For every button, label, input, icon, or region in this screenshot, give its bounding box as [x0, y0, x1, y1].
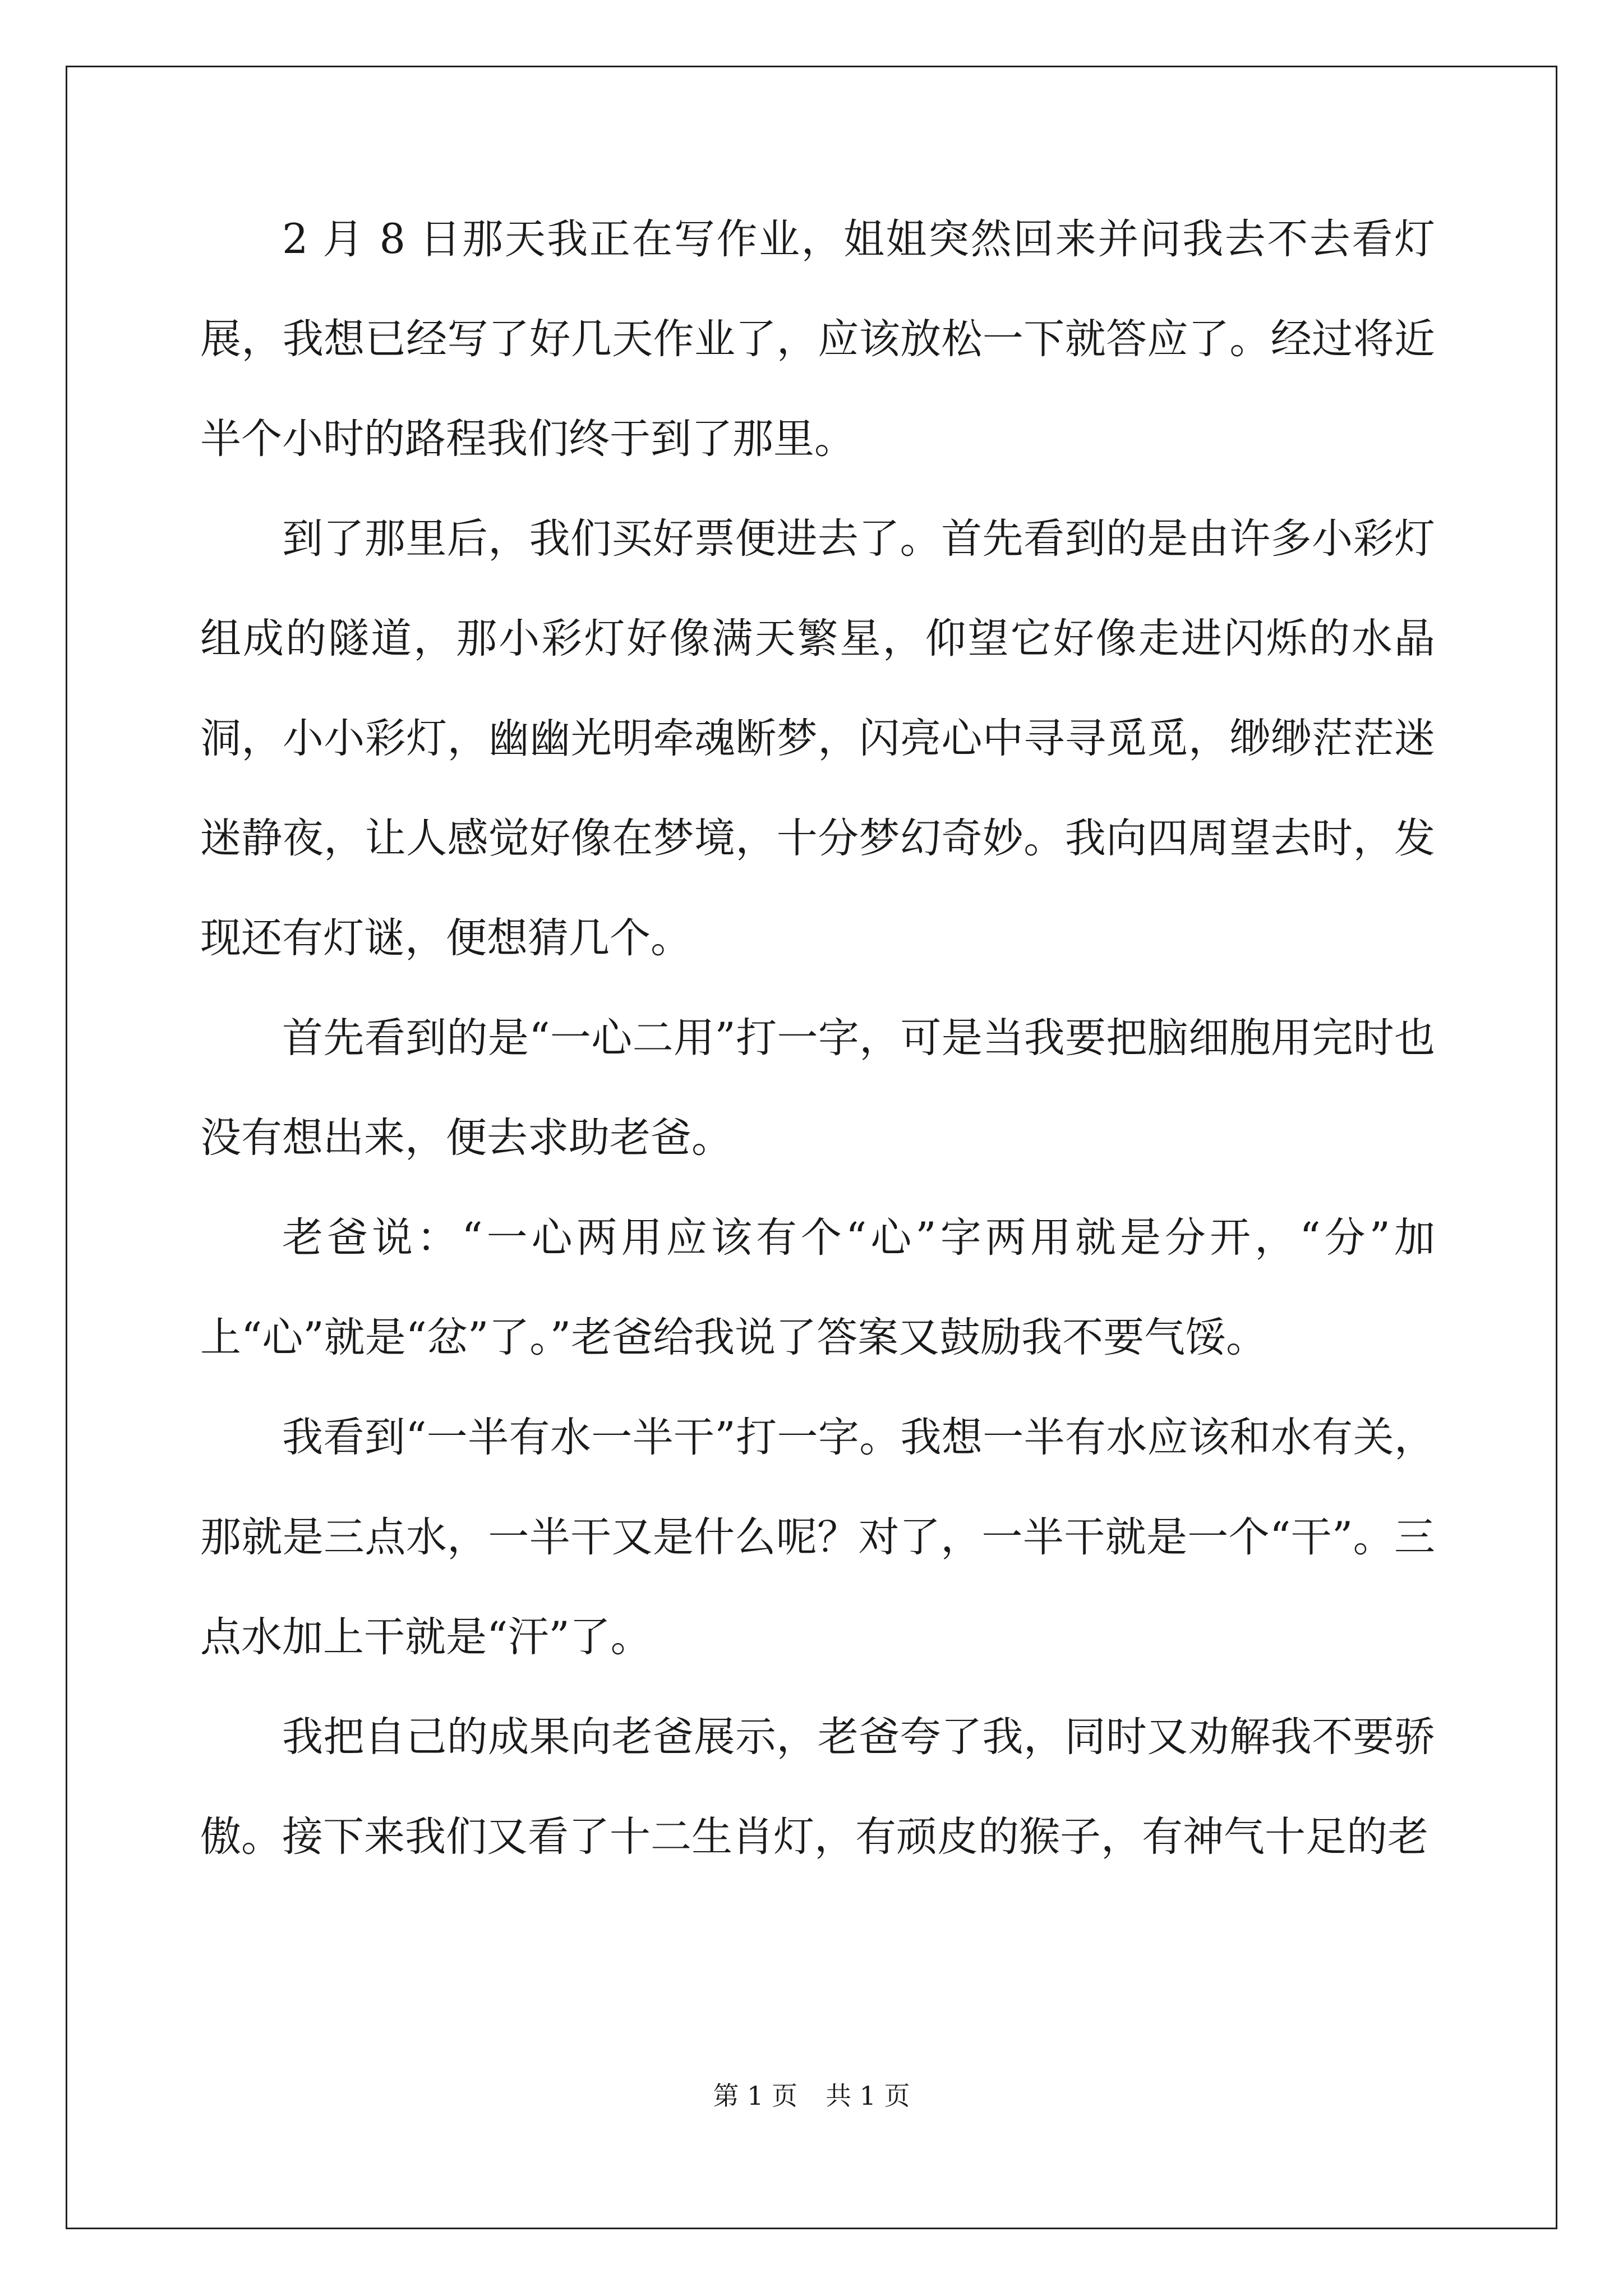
document-body [200, 190, 1435, 1887]
paragraph-5: 我看到“一半有水一半干”打一字。我想一半有水应该和水有关，那就是三点水，一半干又是什么呢？对了，一半干就是一个“干”。三点水加上干就是“汗”了。 [200, 1414, 1435, 1661]
paragraph-3: 首先看到的是“一心二用”打一字，可是当我要把脑细胞用完时也没有想出来，便去求助老爸。 [200, 1014, 1435, 1162]
paragraph-6: 我把自己的成果向老爸展示，老爸夸了我，同时又劝解我不要骄傲。接下来我们又看了十二生肖灯，有顽皮的猴子，有神气十足的老 [200, 1713, 1435, 1861]
page-footer [0, 2076, 1623, 2113]
paragraph-4: 老爸说：“一心两用应该有个“心”字两用就是分开，“分”加上“心”就是“忿”了。”老爸给我说了答案又鼓励我不要气馁。 [200, 1214, 1435, 1361]
page-number: 第 1 页 [713, 2081, 797, 2111]
paragraph-2: 到了那里后，我们买好票便进去了。首先看到的是由许多小彩灯组成的隧道，那小彩灯好像满天繁星，仰望它好像走进闪烁的水晶洞，小小彩灯，幽幽光明牵魂断梦，闪亮心中寻寻觅觅，缈缈茫茫迷迷静夜，让人感觉好像在梦境，十分梦幻奇妙。我向四周望去时，发现还有灯谜，便想猜几个。 [200, 515, 1435, 962]
paragraph-1: 2 月 8 日那天我正在写作业，姐姐突然回来并问我去不去看灯展，我想已经写了好几天作业了，应该放松一下就答应了。经过将近半个小时的路程我们终于到了那里。 [200, 215, 1435, 463]
page-total: 共 1 页 [826, 2081, 910, 2111]
